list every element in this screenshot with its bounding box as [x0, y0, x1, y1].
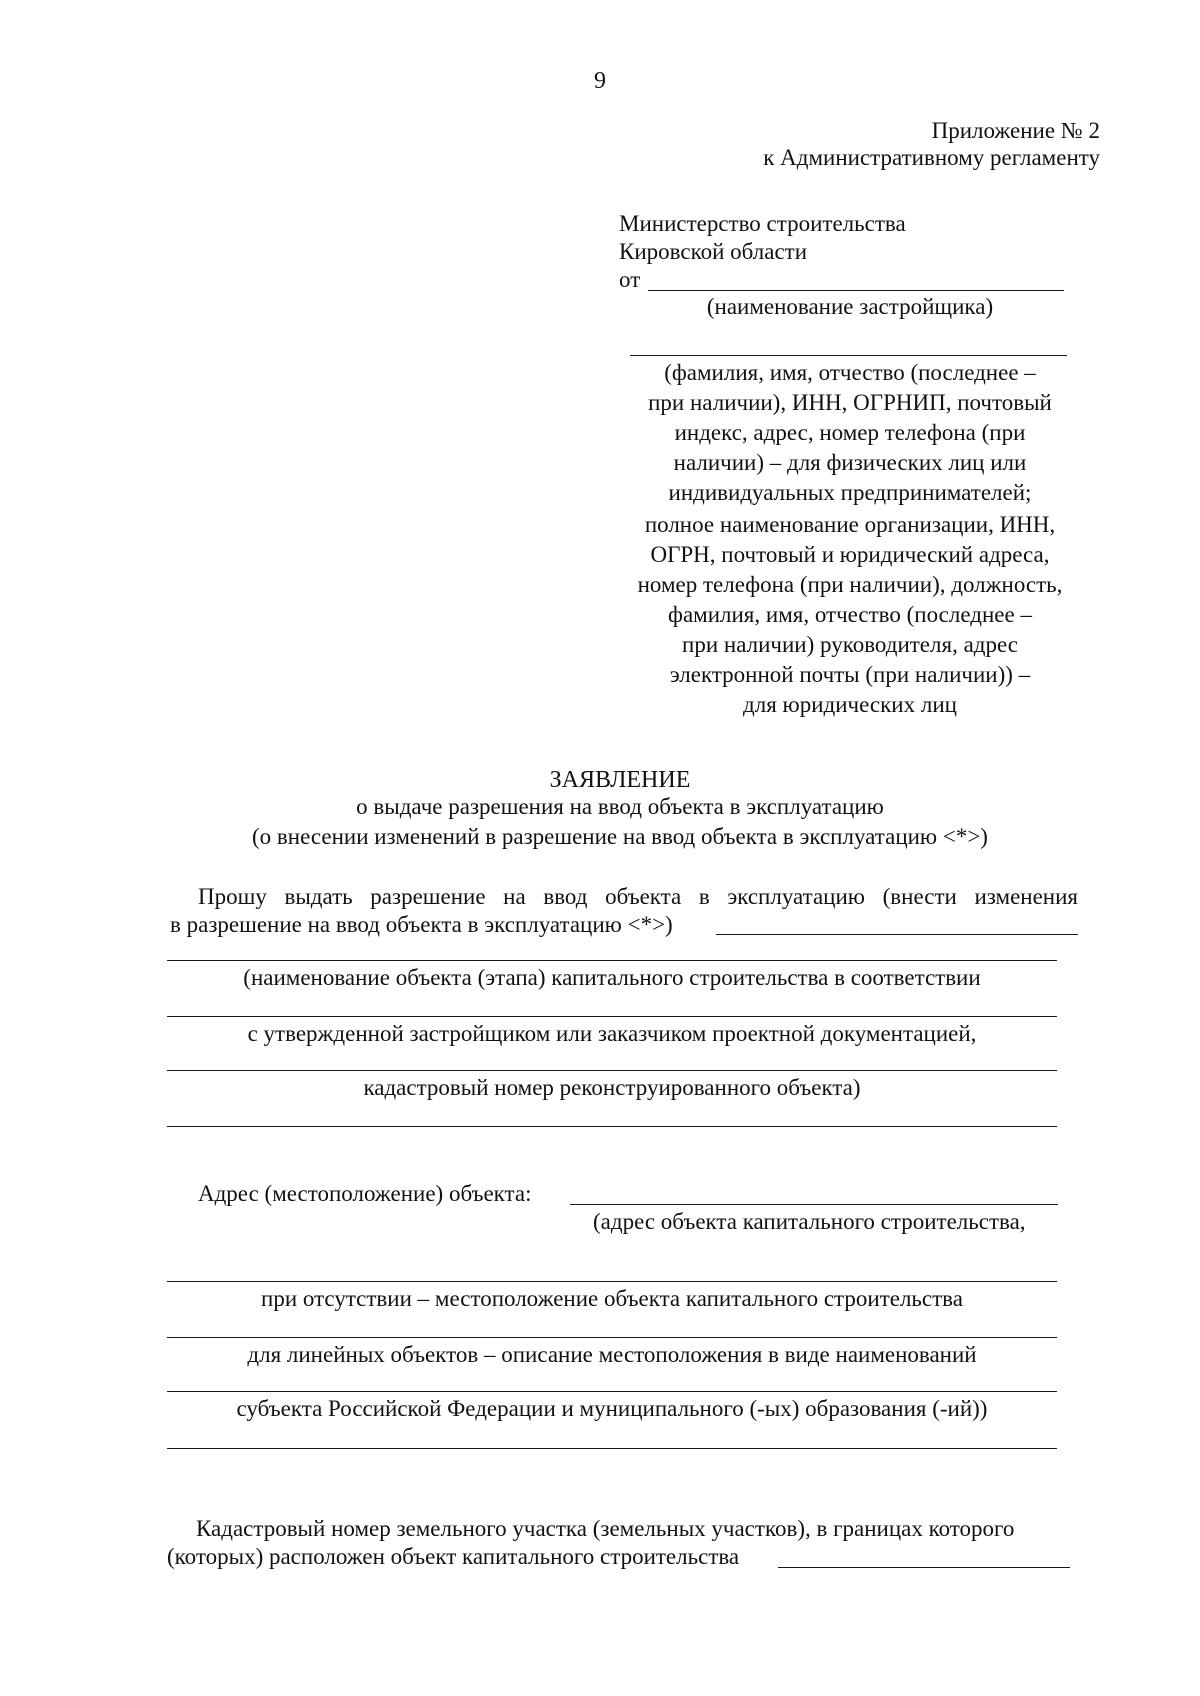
legal-hint-line: для юридических лиц	[743, 692, 957, 717]
object-caption1: (наименование объекта (этапа) капитального строительства в соответствии	[243, 965, 981, 990]
individual-hint-line: (фамилия, имя, отчество (последнее –	[664, 360, 1036, 385]
addressee-region: Кировской области	[619, 239, 808, 264]
address-caption3: для линейных объектов – описание местоположения в виде наименований	[247, 1342, 977, 1367]
address-field-line3[interactable]	[167, 1337, 1057, 1338]
object-name-field[interactable]	[716, 934, 1078, 935]
object-name-field-line3[interactable]	[167, 1016, 1057, 1017]
address-caption4: субъекта Российской Федерации и муниципального (-ых) образования (-ий))	[236, 1396, 988, 1421]
address-field-line5[interactable]	[167, 1448, 1057, 1449]
appendix-regulation: к Административному регламенту	[763, 145, 1100, 170]
document-subtitle-changes: (о внесении изменений в разрешение на ввод объекта в эксплуатацию <*>)	[252, 824, 988, 849]
address-field-line2[interactable]	[167, 1281, 1057, 1282]
object-caption2: с утвержденной застройщиком или заказчиком проектной документацией,	[247, 1021, 977, 1046]
legal-hint-line: полное наименование организации, ИНН,	[644, 512, 1056, 537]
applicant-details-field[interactable]	[630, 355, 1067, 356]
addressee-ministry: Министерство строительства	[619, 211, 906, 236]
legal-entity-hint	[600, 510, 1100, 720]
legal-hint-line: ОГРН, почтовый и юридический адреса,	[650, 542, 1050, 567]
address-caption2: при отсутствии – местоположение объекта капитального строительства	[261, 1286, 963, 1311]
developer-name-field[interactable]	[648, 290, 1064, 291]
legal-hint-line: номер телефона (при наличии), должность,	[637, 572, 1063, 597]
addressee-from-label: от	[619, 267, 641, 292]
object-name-field-line2[interactable]	[167, 960, 1057, 961]
address-label: Адрес (местоположение) объекта:	[198, 1181, 532, 1206]
object-name-field-line5[interactable]	[167, 1126, 1057, 1127]
request-text-line2: в разрешение на ввод объекта в эксплуатацию <*>)	[170, 912, 673, 937]
individual-hint	[600, 358, 1100, 508]
cadastral-text-line2: (которых) расположен объект капитального строительства	[167, 1544, 740, 1569]
document-title: ЗАЯВЛЕНИЕ	[549, 767, 691, 793]
address-field-line4[interactable]	[167, 1391, 1057, 1392]
individual-hint-line: индекс, адрес, номер телефона (при	[674, 420, 1026, 445]
object-name-field-line4[interactable]	[167, 1070, 1057, 1071]
cadastral-text-line1: Кадастровый номер земельного участка (земельных участков), в границах которого	[196, 1516, 1015, 1541]
individual-hint-line: при наличии), ИНН, ОГРНИП, почтовый	[648, 390, 1052, 415]
document-subtitle: о выдаче разрешения на ввод объекта в эксплуатацию	[356, 794, 884, 819]
object-caption3: кадастровый номер реконструированного объекта)	[363, 1075, 861, 1100]
legal-hint-line: при наличии) руководителя, адрес	[682, 632, 1018, 657]
request-text-line1: Прошу выдать разрешение на ввод объекта в эксплуатацию (внести изменения	[198, 884, 1078, 909]
address-field[interactable]	[570, 1204, 1058, 1205]
appendix-number: Приложение № 2	[931, 118, 1100, 143]
developer-caption: (наименование застройщика)	[706, 294, 994, 319]
individual-hint-line: индивидуальных предпринимателей;	[668, 480, 1032, 505]
individual-hint-line: наличии) – для физических лиц или	[673, 450, 1027, 475]
legal-hint-line: фамилия, имя, отчество (последнее –	[668, 602, 1032, 627]
page-number: 9	[594, 68, 606, 94]
cadastral-number-field[interactable]	[778, 1567, 1070, 1568]
address-caption1: (адрес объекта капитального строительства,	[593, 1209, 1026, 1234]
legal-hint-line: электронной почты (при наличии)) –	[669, 662, 1031, 687]
